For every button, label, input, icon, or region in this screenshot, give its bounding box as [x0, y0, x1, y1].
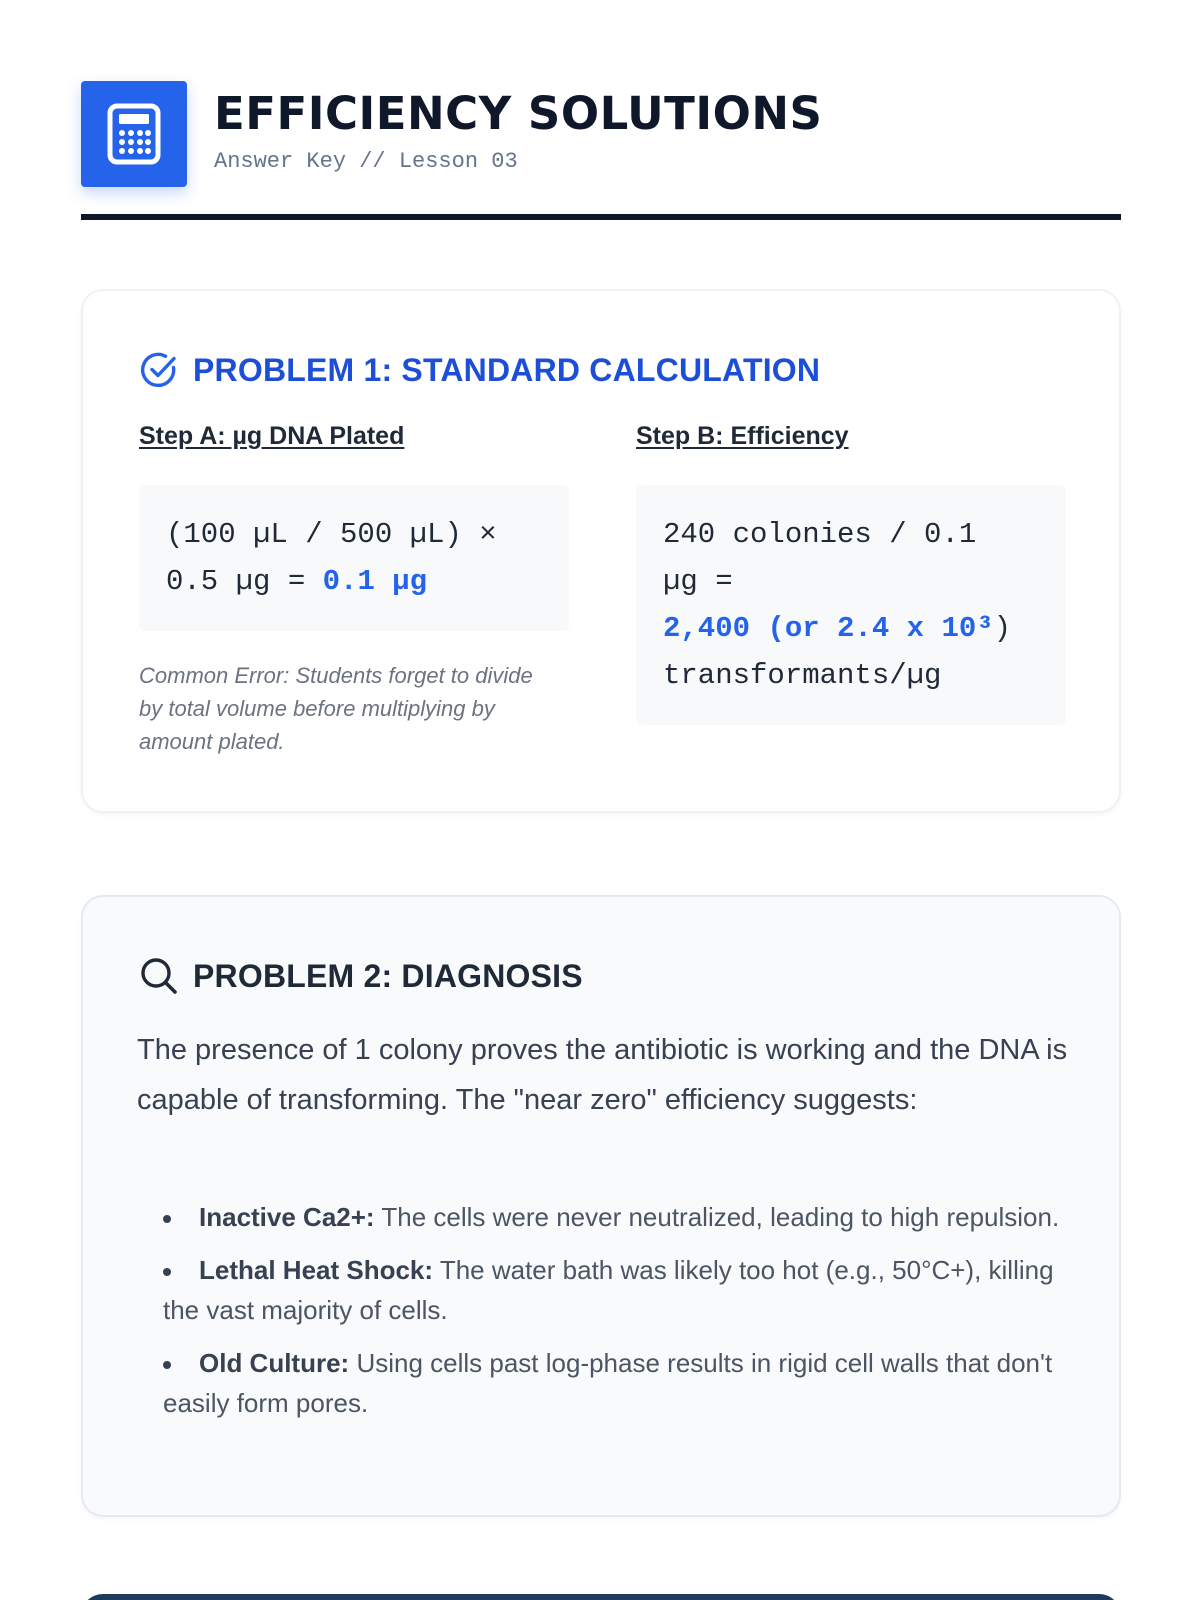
problem-1-title: PROBLEM 1: STANDARD CALCULATION: [193, 351, 821, 388]
next-section-edge: [81, 1594, 1121, 1600]
list-item-term: Lethal Heat Shock:: [199, 1255, 434, 1285]
step-b-line-1: 240 colonies / 0.1: [663, 518, 977, 551]
step-a-label: Step A: µg DNA Plated: [139, 422, 405, 450]
step-b-line-3: [663, 605, 1039, 652]
step-a-line-2: [166, 558, 542, 605]
search-icon: [139, 956, 179, 996]
header: [81, 81, 1121, 221]
problem-1-card: [81, 289, 1121, 813]
step-a-line-1: (100 µL / 500 µL) ×: [166, 518, 497, 551]
problem-1-heading: [139, 349, 820, 391]
list-item-text: The cells were never neutralized, leading to high repulsion.: [374, 1202, 1060, 1232]
check-circle-icon: [139, 350, 179, 390]
list-item-text: Using cells past log-phase results in rigid cell walls that don't easily form pores.: [163, 1348, 1053, 1418]
step-b-line-4: transformants/µg: [663, 659, 942, 692]
step-b-line-2: µg =: [663, 565, 733, 598]
step-b-calculation: [636, 485, 1066, 725]
list-item: [163, 1197, 1083, 1237]
problem-2-heading: [139, 955, 583, 997]
step-a-calculation: [139, 485, 569, 631]
step-b-result: 2,400 (or 2.4 x 10³: [663, 612, 994, 645]
problem-2-card: [81, 895, 1121, 1517]
step-b-result-suffix: ): [993, 612, 1012, 645]
step-a-line-2-prefix: 0.5 µg =: [166, 565, 323, 598]
common-error-note: Common Error: Students forget to divide by total volume before multiplying by amount plated.: [139, 663, 533, 754]
diagnosis-paragraph: The presence of 1 colony proves the antibiotic is working and the DNA is capable of transforming. The "near zero" efficiency suggests:: [137, 1034, 1068, 1116]
calculator-icon: [81, 81, 187, 187]
step-b-label: Step B: Efficiency: [636, 422, 849, 450]
step-a-result: 0.1 µg: [322, 565, 428, 598]
list-item-term: Old Culture:: [199, 1348, 350, 1378]
list-item: [163, 1250, 1083, 1330]
list-item-text: The water bath was likely too hot (e.g., 50°C+), killing the vast majority of cells.: [163, 1255, 1054, 1325]
header-divider: [81, 214, 1121, 220]
list-item: [163, 1343, 1083, 1423]
problem-2-title: PROBLEM 2: DIAGNOSIS: [193, 957, 583, 994]
page-title: EFFICIENCY SOLUTIONS: [214, 87, 823, 140]
page-subtitle: Answer Key // Lesson 03: [214, 149, 518, 174]
list-item-term: Inactive Ca2+:: [199, 1202, 375, 1232]
diagnosis-list: [163, 1197, 1083, 1436]
